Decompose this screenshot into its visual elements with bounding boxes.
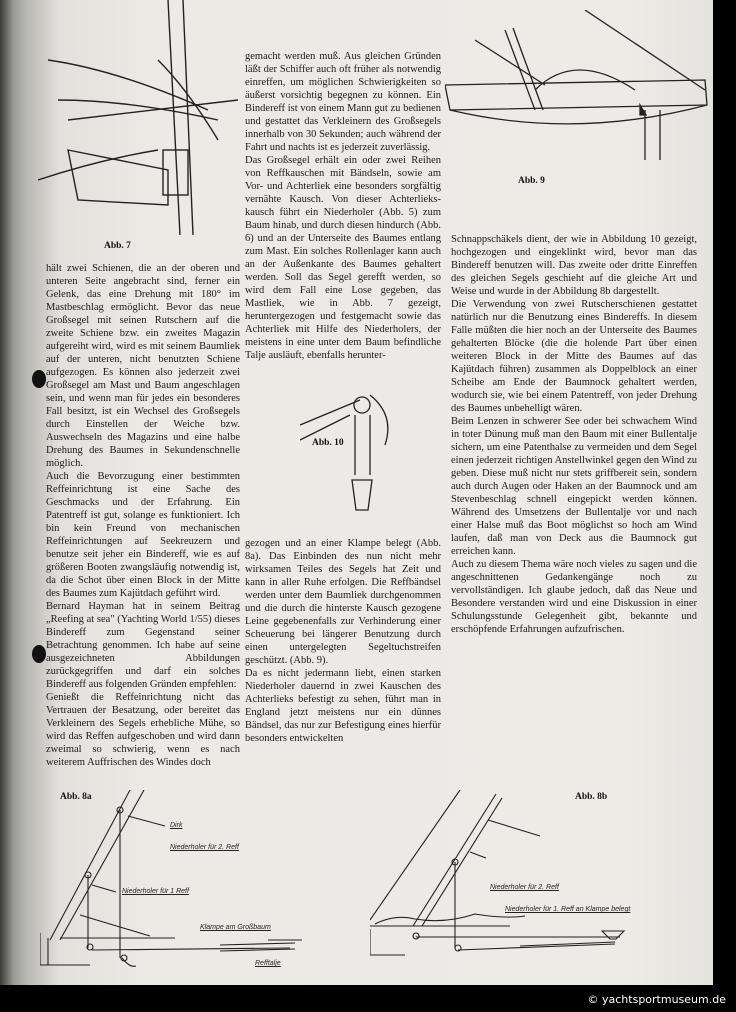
label-refftalje: Refftalje [255, 960, 281, 967]
paragraph: Genießt die Reffeinrichtung nicht das Vertrauen der Besatzung, oder bereitet das Verkleinern des Segels erhebliche Mühe, so wird das Reffen aufgeschoben und wird dann zweimal so schwierig, wenn es nach weiterem Auffrischen des Windes doch [46, 692, 240, 768]
figure-abb9 [445, 10, 710, 170]
text-column-3 [451, 233, 697, 636]
text-column-1 [46, 262, 240, 769]
figure-abb8a [40, 790, 360, 980]
figure-abb7 [38, 0, 238, 238]
paragraph: hält zwei Schienen, die an der oberen und unteren Seite angebracht sind, ferner ein Gelenk, das eine Drehung mit 180° im Mastbeschlag ermöglicht. Bevor das neue Großsegel mit seinen Rutschern auf die zweite Schiene bzw. ein zweites Magazin aufgereiht wird, wird es mit seinem Baumliek auf der unteren, nicht benutzten Schiene aufgezogen. Es können also jederzeit zwei Großsegel am Mast und Baum angeschlagen sein, und wenn man für jedes ein besonderes Fall besitzt, ist ein Wechsel des Großsegels durch Einstellen der Weiche bzw. Auswechseln des Magazins und eine halbe Drehung des Baumes in Sekundenschnelle möglich. [46, 263, 240, 469]
label-niederholer-1-reff-klampe: Niederholer für 1. Reff an Klampe belegt [505, 906, 631, 913]
paragraph: Das Großsegel erhält ein oder zwei Reihen von Reffkauschen mit Bändseln, sowie am Vor- und Achterliek eine besonders sorgfältig vernähte Kausch. Von dieser Achterliekskausch führt ein Niederholer (Abb. 5) zum Baum hinab, und durch diesen hindurch (Abb. 6) und an der Unterseite des Baumes entlang zum Mast. Ein solches Rollenlager kann auch an der Außenkante des Baumes gehaltert werden. Soll das Segel gerefft werden, so wird dem Fall eine Lose gegeben, das Mastliek, wie in Abb. 7 gezeigt, heruntergezogen und festgemacht sowie das Achterliek mit Hilfe des Niederholers, der meistens in eine unter dem Baum befindliche Talje ausläuft, ebenfalls herunter- [245, 155, 441, 361]
previous-page-edge [0, 0, 34, 985]
binder-hole [32, 645, 46, 663]
paragraph: Da es nicht jedermann liebt, einen starken Niederholer dauernd in zwei Kauschen des Achterlieks befestigt zu sehen, führt man in England jetzt meistens nur ein dünnes Bändsel, das nur zur Befestigung eines hierfür besonders entwickelten [245, 668, 441, 744]
paragraph: gezogen und an einer Klampe belegt (Abb. 8a). Das Einbinden des nun nicht mehr wirksamen Teiles des Segels hat Zeit und kann in aller Ruhe erfolgen. Die Reffbändsel werden unter dem Baumliek durchgenommen und die durch die hinterste Kausch gezogene Leine gegebenenfalls zur Verhinderung einer Scheuerung bei längerer Benutzung durch einen untergelegten Segeltuchstreifen geschützt. (Abb. 9). [245, 538, 441, 666]
caption-abb9: Abb. 9 [518, 176, 545, 186]
caption-abb10: Abb. 10 [312, 438, 344, 448]
caption-abb8b: Abb. 8b [575, 792, 608, 802]
paragraph: Auch die Bevorzugung einer bestimmten Reffeinrichtung ist eine Sache des Geschmacks und der Erfahrung. Ein Patentreff ist gut, solange es funktioniert. Ich bin kein Freund von mechanischen Reffeinrichtungen auf Seekreuzern und benutze seit jeher ein Bindereff, wie es auf größeren Booten zwangsläufig notwendig ist, da die Schot über einen Block in der Mitte des Baumes zum Kajütdach geführt wird. [46, 471, 240, 599]
text-column-2-top [245, 50, 441, 362]
figure-abb8b [370, 790, 710, 980]
label-klampe-am-grossbaum: Klampe am Großbaum [200, 924, 271, 931]
paragraph: Beim Lenzen in schwerer See oder bei schwachem Wind in toter Dünung muß man den Baum mit einer Bullentalje sichern, um eine Patenthalse zu vermeiden und dem Segel einen jederzeit richtigen Anstellwinkel gegen den Wind zu geben. Diese muß nicht nur stets griffbereit sein, sondern auch durch Augen oder Haken an der Baumnock und am Stevenbeschlag schnell eingepickt werden können. Während des Umsetzens der Bullentalje vor und nach einer Halse muß das Boot möglichst so hoch am Wind laufen, daß man von Deck aus die Baumnock gut erreichen kann. [451, 416, 697, 557]
watermark: © yachtsportmuseum.de [587, 993, 726, 1006]
label-niederholer-2-reff: Niederholer für 2. Reff [170, 844, 239, 851]
label-niederholer-1-reff: Niederholer für 1 Reff [122, 888, 189, 895]
binder-hole [32, 370, 46, 388]
figure-abb10 [300, 385, 420, 525]
paragraph: Die Verwendung von zwei Rutscherschienen gestattet natürlich nur die Benutzung eines Bindereffs. In diesem Falle müßten die hier noch an der Unterseite des Baumes gehalterten Blöcke (die die holende Part über einen weiteren Block in der Mitte des Baumes auf das Kajütdach führen) zusammen als Doppelblock an einer Scheibe am Ende der Baumnock gehaltert werden, wodurch sie, wie bei einem Patentreff, von jeder Drehung des Baumes unbehelligt wären. [451, 299, 697, 414]
caption-abb7: Abb. 7 [104, 241, 131, 251]
label-dirk: Dirk [170, 822, 183, 829]
caption-abb8a: Abb. 8a [60, 792, 92, 802]
paragraph: Auch zu diesem Thema wäre noch vieles zu sagen und die angeschnittenen Gedankengänge noch zu vervollständigen. Ich glaube jedoch, daß das Neue und Besondere verstanden wird und eine Diskussion in einer Schulungsstunde Gelegenheit gibt, bekannte und erschöpfende Erfahrungen aufzufrischen. [451, 559, 697, 635]
paragraph: Schnappschäkels dient, der wie in Abbildung 10 gezeigt, hochgezogen und eingeklinkt wird, bevor man das Bindereff benutzen will. Das zweite oder dritte Einreffen des gleichen Segels geschieht auf die gleiche Art und Weise und wurde in der Abbildung 8b dargestellt. [451, 234, 697, 297]
paragraph: gemacht werden muß. Aus gleichen Gründen läßt der Schiffer auch oft früher als notwendig einreffen, um möglichen Schwierigkeiten so äußerst vorsichtig begegnen zu können. Ein Bindereff ist von einem Mann gut zu bedienen und gestattet das Verkleinern des Großsegels innerhalb von 30 Sekunden; auch während der Fahrt und nachts ist es jederzeit zuverlässig. [245, 51, 441, 153]
text-column-2-bottom [245, 537, 441, 745]
paragraph: Bernard Hayman hat in seinem Beitrag „Reefing at sea" (Yachting World 1/55) dieses Bindereff zum Gegenstand seiner Betrachtung genommen. Ich habe auf seine ausgezeichneten Abbildungen zurückgegriffen und darf ein solches Bindereff aus folgenden Gründen empfehlen: [46, 601, 240, 690]
label-niederholer-2-reff: Niederholer für 2. Reff [490, 884, 559, 891]
